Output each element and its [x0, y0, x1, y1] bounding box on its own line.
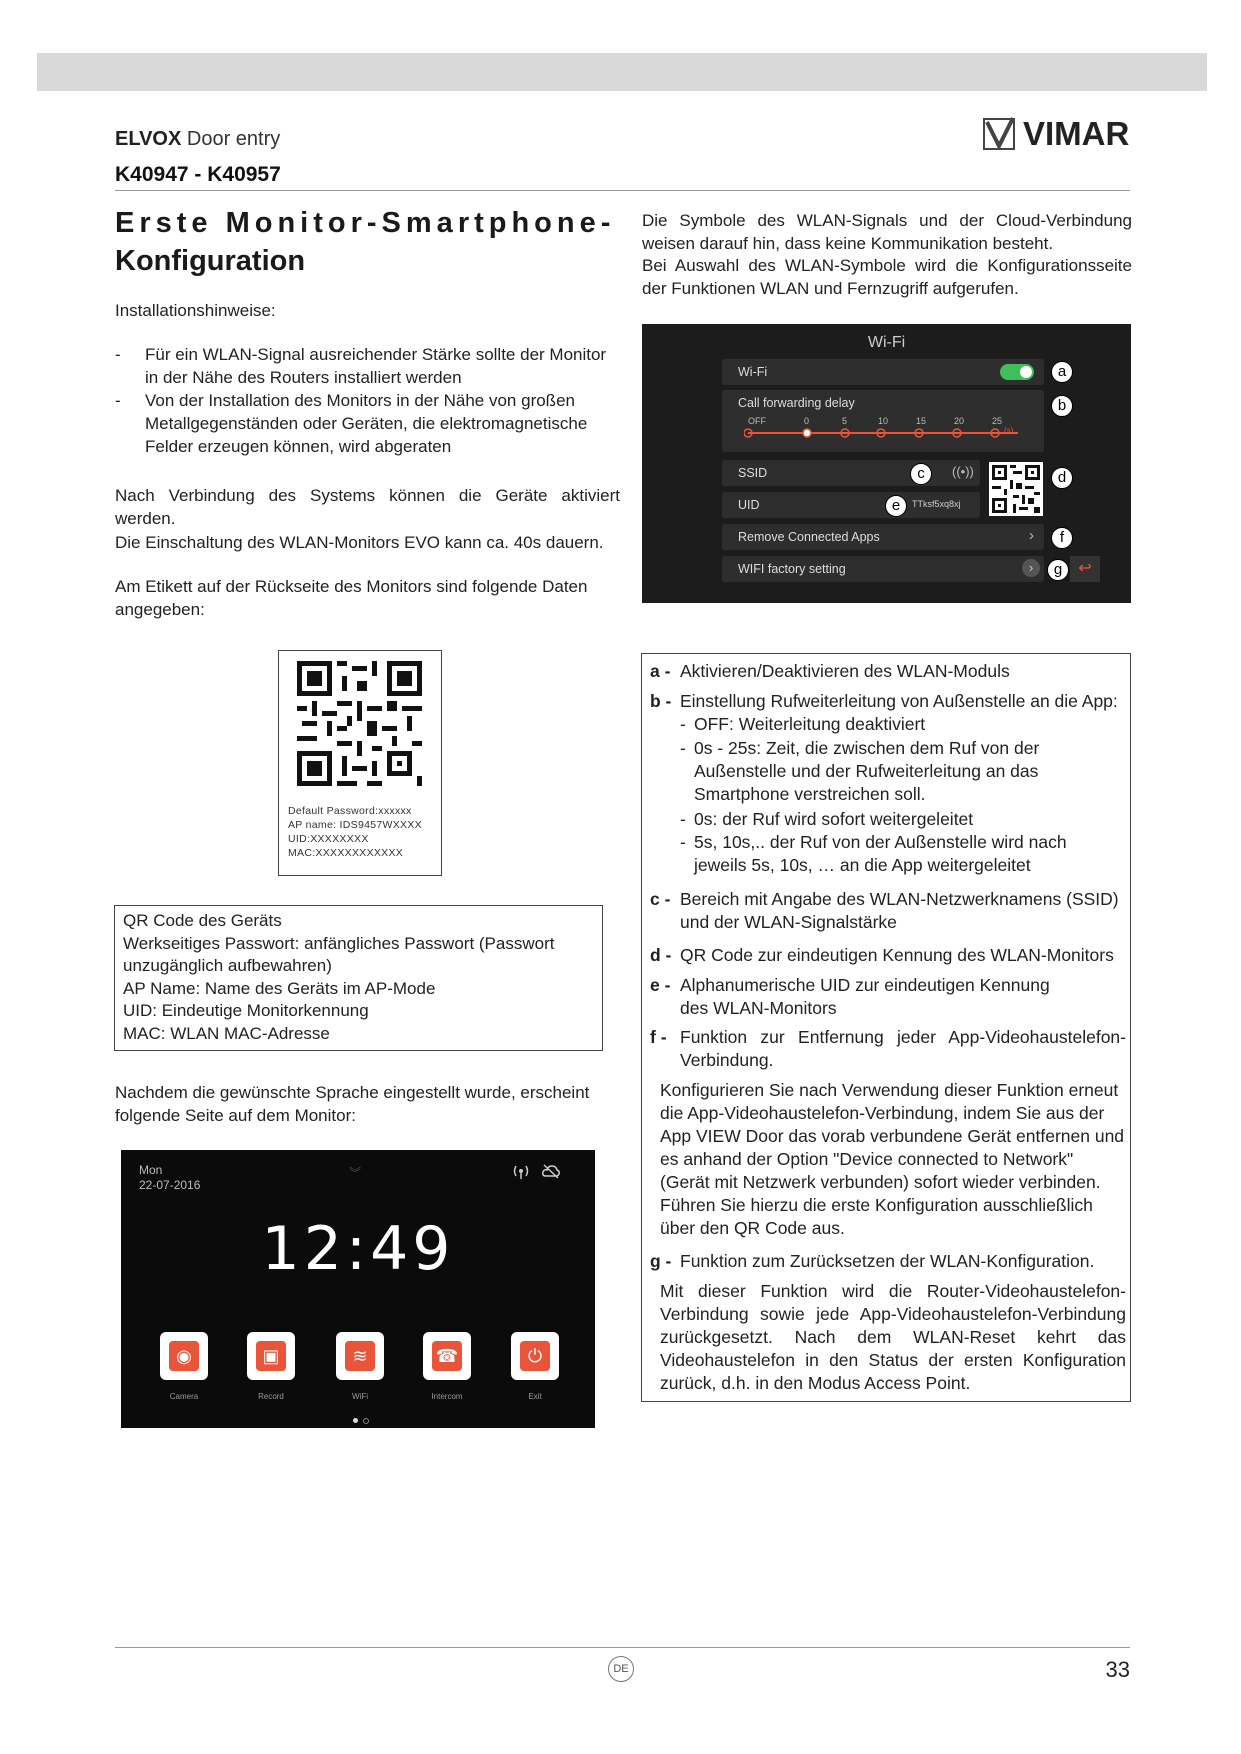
cfd-tick: 15	[916, 416, 927, 426]
bullet-text: Von der Installation des Monitors in der Nähe von großen Metallgegenständen oder Geräten, die elektromagnetische Felder erzeugen können, wird abgeraten	[145, 391, 588, 456]
top-bar	[37, 53, 1207, 91]
page-dot-active	[353, 1418, 358, 1423]
legend-b-sub-text: 0s: der Ruf wird sofort weitergeleitet	[694, 809, 974, 829]
page-dot	[363, 1418, 369, 1424]
wifi-toggle[interactable]	[1000, 364, 1034, 380]
remove-apps-label: Remove Connected Apps	[738, 530, 880, 544]
app-wifi-button[interactable]	[336, 1332, 384, 1401]
legend-b-sub-text: 5s, 10s,.. der Ruf von der Außenstelle wird nach jeweils 5s, 10s, … an die App weitergeleitet	[694, 832, 1067, 875]
legend-f-text: Funktion zur Entfernung jeder App-Videohaustelefon-Verbindung.	[680, 1027, 1126, 1070]
para-language: Nachdem die gewünschte Sprache eingestellt wurde, erscheint folgende Seite auf dem Monitor:	[115, 1083, 590, 1125]
page-title	[115, 204, 620, 280]
wifi-row-label: Wi-Fi	[738, 365, 768, 379]
legend-line: Werkseitiges Passwort: anfängliches Passwort (Passwort unzugänglich aufbewahren)	[123, 933, 555, 975]
app-exit-button[interactable]	[511, 1332, 559, 1401]
marker-f: f	[1051, 527, 1073, 549]
cfd-tick-off: OFF	[748, 416, 766, 426]
cloud-off-icon[interactable]	[541, 1163, 561, 1179]
bullet-item: - Für ein WLAN-Signal ausreichender Stärke sollte der Monitor in der Nähe des Routers installiert werden	[115, 343, 620, 389]
back-icon[interactable]: ↩	[1070, 556, 1100, 582]
uid-value: TTksf5xq8xj	[912, 499, 961, 509]
legend-a: a - Aktivieren/Deaktivieren des WLAN-Moduls	[650, 661, 1010, 681]
factory-reset-label: WIFI factory setting	[738, 562, 846, 576]
marker-a: a	[1051, 361, 1073, 383]
legend-d-text: QR Code zur eindeutigen Kennung des WLAN-Monitors	[680, 945, 1114, 965]
ssid-label: SSID	[738, 466, 768, 480]
legend-b-sub-text: 0s - 25s: Zeit, die zwischen dem Ruf von der Außenstelle und der Rufweiterleitung an das Smartphone verstreichen soll.	[694, 738, 1040, 804]
app-label: Intercom	[431, 1392, 463, 1401]
legend-d: d - QR Code zur eindeutigen Kennung des WLAN-Monitors	[650, 945, 1114, 965]
camera-icon: ◉	[169, 1341, 199, 1371]
legend-b-sub: - 5s, 10s,.. der Ruf von der Außenstelle wird nach jeweils 5s, 10s, … an die App weitergeleitet	[680, 831, 1110, 877]
app-label: Record	[258, 1392, 284, 1401]
app-label: WiFi	[352, 1392, 368, 1401]
para-startup: Die Einschaltung des WLAN-Monitors EVO kann ca. 40s dauern.	[115, 533, 604, 552]
legend-line: QR Code des Geräts	[123, 911, 282, 930]
power-icon: ⏻	[520, 1341, 550, 1371]
call-forwarding-row	[722, 390, 1044, 452]
legend-g: g - Funktion zum Zurücksetzen der WLAN-Konfiguration.	[650, 1251, 1095, 1271]
para-symbols: Die Symbole des WLAN-Signals und der Cloud-Verbindung weisen darauf hin, dass keine Kommunikation besteht.	[642, 211, 1132, 253]
remove-apps-row[interactable]	[722, 524, 1044, 550]
intercom-icon: ☎	[432, 1341, 462, 1371]
signal-strength-icon: ((•))	[952, 464, 974, 479]
wifi-toggle-row[interactable]	[722, 359, 1044, 385]
title-line-2: Konfiguration	[115, 245, 306, 277]
legend-b: b - Einstellung Rufweiterleitung von Außenstelle an die App:	[650, 691, 1118, 711]
cfd-tick: 5	[842, 416, 848, 426]
vimar-logo	[983, 113, 1133, 155]
qr-code-icon	[989, 462, 1043, 516]
legend-b-sub-text: OFF: Weiterleitung deaktiviert	[694, 714, 926, 734]
legend-e: e - Alphanumerische UID zur eindeutigen Kennung des WLAN-Monitors	[650, 974, 1126, 1020]
device-label	[278, 650, 442, 876]
wifi-icon: ≋	[345, 1341, 375, 1371]
label-ap-name: AP name: IDS9457WXXXX	[288, 819, 422, 831]
legend-b-text: Einstellung Rufweiterleitung von Außenstelle an die App:	[680, 691, 1118, 711]
legend-line: AP Name: Name des Geräts im AP-Mode	[123, 978, 436, 998]
uid-label: UID	[738, 498, 760, 512]
legend-g-text: Funktion zum Zurücksetzen der WLAN-Konfiguration.	[680, 1251, 1095, 1271]
language-badge: DE	[608, 1656, 634, 1682]
cfd-slider[interactable]	[744, 426, 1044, 440]
ssid-row	[722, 460, 980, 486]
para-label: Am Etikett auf der Rückseite des Monitors sind folgende Daten angegeben:	[115, 577, 588, 619]
para-select: Bei Auswahl des WLAN-Symbole wird die Konfigurationsseite der Funktionen WLAN und Fernzugriff aufgerufen.	[642, 256, 1132, 298]
qr-code-icon	[297, 661, 422, 786]
label-mac: MAC:XXXXXXXXXXXX	[288, 847, 404, 859]
bullet-item: - Von der Installation des Monitors in der Nähe von großen Metallgegenständen oder Geräten, die elektromagnetische Felder erzeugen können, wird abgeraten	[115, 389, 620, 458]
brand	[115, 128, 280, 151]
legend-g-note: Mit dieser Funktion wird die Router-Videohaustelefon-Verbindung sowie jede App-Videohaustelefon-Verbindung zurückgesetzt. Nach dem WLAN-Reset kehrt das Videohaustelefon in den Status der ersten Konfiguration zurück, d.h. in den Modus Access Point.	[660, 1281, 1126, 1393]
brand-bold: ELVOX	[115, 128, 182, 150]
chevron-right-icon: ›	[1029, 527, 1034, 544]
cfd-label: Call forwarding delay	[738, 396, 855, 410]
wifi-signal-icon[interactable]	[511, 1162, 531, 1180]
monitor-date-block	[139, 1163, 200, 1193]
app-label: Exit	[528, 1392, 542, 1401]
label-legend-box	[114, 905, 603, 1051]
monitor-day: Mon	[139, 1163, 163, 1177]
legend-f-note: Konfigurieren Sie nach Verwendung dieser Funktion erneut die App-Videohaustelefon-Verbindung, indem Sie aus der App VIEW Door das vorab verbundene Gerät entfernen und es anhand der Option "Device connected to Network" (Gerät mit Netzwerk verbunden) sofort wieder verbinden. Führen Sie hierzu die erste Konfiguration ausschließlich über den QR Code aus.	[660, 1080, 1125, 1238]
page-number: 33	[1105, 1657, 1130, 1682]
cfd-tick: 0	[804, 416, 810, 426]
marker-c: c	[910, 463, 932, 485]
monitor-date: 22-07-2016	[139, 1178, 201, 1192]
wifi-legend-box	[641, 653, 1131, 1402]
legend-c-text: Bereich mit Angabe des WLAN-Netzwerknamens (SSID) und der WLAN-Signalstärke	[680, 889, 1119, 932]
legend-line: UID: Eindeutige Monitorkennung	[123, 1001, 369, 1020]
app-intercom-button[interactable]	[423, 1332, 471, 1401]
monitor-clock: 12:49	[261, 1214, 455, 1284]
cfd-tick: 25	[992, 416, 1003, 426]
chevron-right-icon: ›	[1022, 559, 1040, 577]
marker-d: d	[1051, 467, 1073, 489]
header-rule	[115, 190, 1130, 191]
bullet-text: Für ein WLAN-Signal ausreichender Stärke sollte der Monitor in der Nähe des Routers installiert werden	[145, 345, 607, 387]
wifi-screen-title: Wi-Fi	[867, 334, 906, 351]
legend-b-sub: - OFF: Weiterleitung deaktiviert	[680, 714, 926, 734]
wifi-settings-screen	[642, 324, 1131, 603]
marker-e: e	[885, 495, 907, 517]
brand-rest: Door entry	[186, 128, 281, 150]
monitor-home-screen	[121, 1150, 595, 1428]
app-label: Camera	[169, 1392, 199, 1401]
marker-b: b	[1051, 395, 1073, 417]
cfd-tick: 20	[954, 416, 965, 426]
model-number: K40947 - K40957	[115, 163, 281, 186]
record-icon: ▣	[256, 1341, 286, 1371]
legend-a-text: Aktivieren/Deaktivieren des WLAN-Moduls	[680, 661, 1010, 681]
label-uid: UID:XXXXXXXX	[288, 833, 369, 845]
chevron-down-icon[interactable]: ︾	[349, 1166, 362, 1180]
uid-row	[722, 492, 980, 518]
legend-b-sub: - 0s: der Ruf wird sofort weitergeleitet	[680, 809, 974, 829]
legend-line: MAC: WLAN MAC-Adresse	[123, 1023, 330, 1043]
vimar-logo-icon	[983, 116, 1017, 152]
para-connect: Nach Verbindung des Systems können die Geräte aktiviert werden.	[115, 486, 620, 528]
app-camera-button[interactable]	[160, 1332, 208, 1401]
label-password: Default Password:xxxxxx	[288, 805, 412, 817]
legend-f: f - Funktion zur Entfernung jeder App-Videohaustelefon-Verbindung.	[650, 1027, 1126, 1070]
app-record-button[interactable]	[247, 1332, 295, 1401]
title-line-1: Erste Monitor-Smartphone-	[115, 207, 616, 239]
legend-e-text: Alphanumerische UID zur eindeutigen Kennung des WLAN-Monitors	[680, 975, 1050, 1018]
legend-b-sub: - 0s - 25s: Zeit, die zwischen dem Ruf von der Außenstelle und der Rufweiterleitung an das Smartphone verstreichen soll.	[680, 737, 1110, 806]
install-heading: Installationshinweise:	[115, 301, 276, 320]
cfd-unit: (s)	[1004, 426, 1014, 435]
factory-reset-row[interactable]	[722, 556, 1044, 582]
label-text	[288, 804, 422, 860]
marker-g: g	[1047, 559, 1069, 581]
legend-c: c - Bereich mit Angabe des WLAN-Netzwerknamens (SSID) und der WLAN-Signalstärke	[650, 888, 1126, 934]
cfd-tick: 10	[878, 416, 889, 426]
footer-rule	[115, 1647, 1130, 1648]
vimar-logo-text: VIMAR	[1023, 115, 1130, 152]
install-bullets	[115, 343, 620, 458]
